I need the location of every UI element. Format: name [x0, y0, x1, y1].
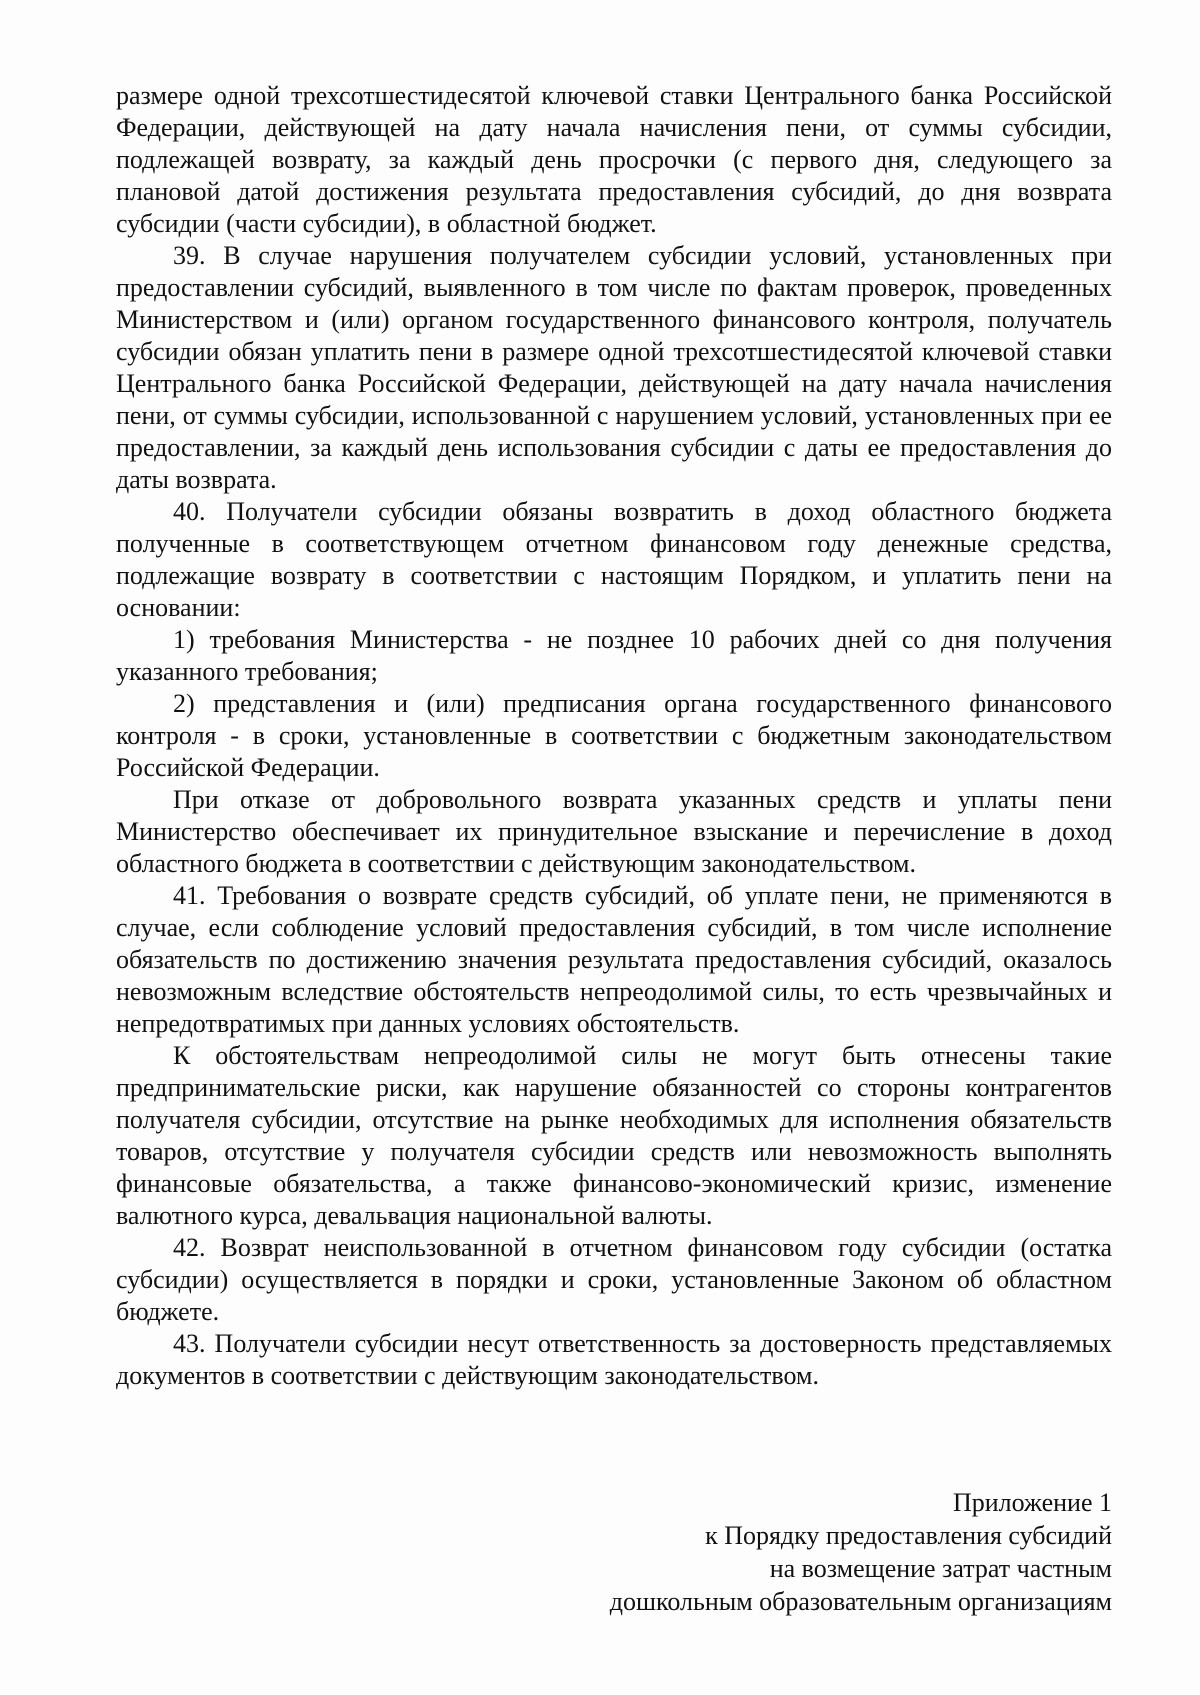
paragraph-force-majeure: К обстоятельствам непреодолимой силы не могут быть отнесены такие предпринимательские риски, как нарушение обязанностей со стороны контрагентов получателя субсидии, отсутствие на рынке необходимых для исполнения обязательств товаров, отсутствие у получателя субсидии средств или невозможность выполнять финансовые обязательства, а также финансово-экономический кризис, изменение валютного курса, девальвация национальной валюты.	[116, 1041, 1112, 1230]
paragraph-continuation: размере одной трехсотшестидесятой ключевой ставки Центрального банка Российской Федерации, действующей на дату начала начисления пени, от суммы субсидии, подлежащей возврату, за каждый день просрочки (с первого дня, следующего за плановой датой достижения результата предоставления субсидий, до дня возврата субсидии (части субсидии), в областной бюджет.	[116, 81, 1112, 238]
paragraph-item-2: 2) представления и (или) предписания органа государственного финансового контроля - в сроки, установленные в соответствии с бюджетным законодательством Российской Федерации.	[116, 689, 1112, 782]
appendix-heading	[472, 1486, 1112, 1618]
appendix-reference-line: на возмещение затрат частным	[769, 1554, 1112, 1583]
paragraph-clause-42: 42. Возврат неиспользованной в отчетном финансовом году субсидии (остатка субсидии) осуществляется в порядки и сроки, установленные Законом об областном бюджете.	[116, 1233, 1112, 1326]
appendix-reference-line: дошкольным образовательным организациям	[609, 1587, 1112, 1616]
paragraph-clause-43: 43. Получатели субсидии несут ответственность за достоверность представляемых документов в соответствии с действующим законодательством.	[116, 1329, 1112, 1390]
paragraph-clause-40: 40. Получатели субсидии обязаны возвратить в доход областного бюджета полученные в соответствующем отчетном финансовом году денежные средства, подлежащие возврату в соответствии с настоящим Порядком, и уплатить пени на основании:	[116, 497, 1112, 622]
appendix-title: Приложение 1	[952, 1488, 1112, 1517]
appendix-reference-line: к Порядку предоставления субсидий	[705, 1521, 1112, 1550]
document-body	[116, 80, 1112, 1392]
paragraph-clause-39: 39. В случае нарушения получателем субсидии условий, установленных при предоставлении субсидий, выявленного в том числе по фактам проверок, проведенных Министерством и (или) органом государственного финансового контроля, получатель субсидии обязан уплатить пени в размере одной трехсотшестидесятой ключевой ставки Центрального банка Российской Федерации, действующей на дату начала начисления пени, от суммы субсидии, использованной с нарушением условий, установленных при ее предоставлении, за каждый день использования субсидии с даты ее предоставления до даты возврата.	[116, 241, 1112, 494]
paragraph-refusal: При отказе от добровольного возврата указанных средств и уплаты пени Министерство обеспечивает их принудительное взыскание и перечисление в доход областного бюджета в соответствии с действующим законодательством.	[116, 785, 1112, 878]
paragraph-clause-41: 41. Требования о возврате средств субсидий, об уплате пени, не применяются в случае, если соблюдение условий предоставления субсидий, в том числе исполнение обязательств по достижению значения результата предоставления субсидий, оказалось невозможным вследствие обстоятельств непреодолимой силы, то есть чрезвычайных и непредотвратимых при данных условиях обстоятельств.	[116, 881, 1112, 1038]
paragraph-item-1: 1) требования Министерства - не позднее 10 рабочих дней со дня получения указанного требования;	[116, 625, 1112, 686]
